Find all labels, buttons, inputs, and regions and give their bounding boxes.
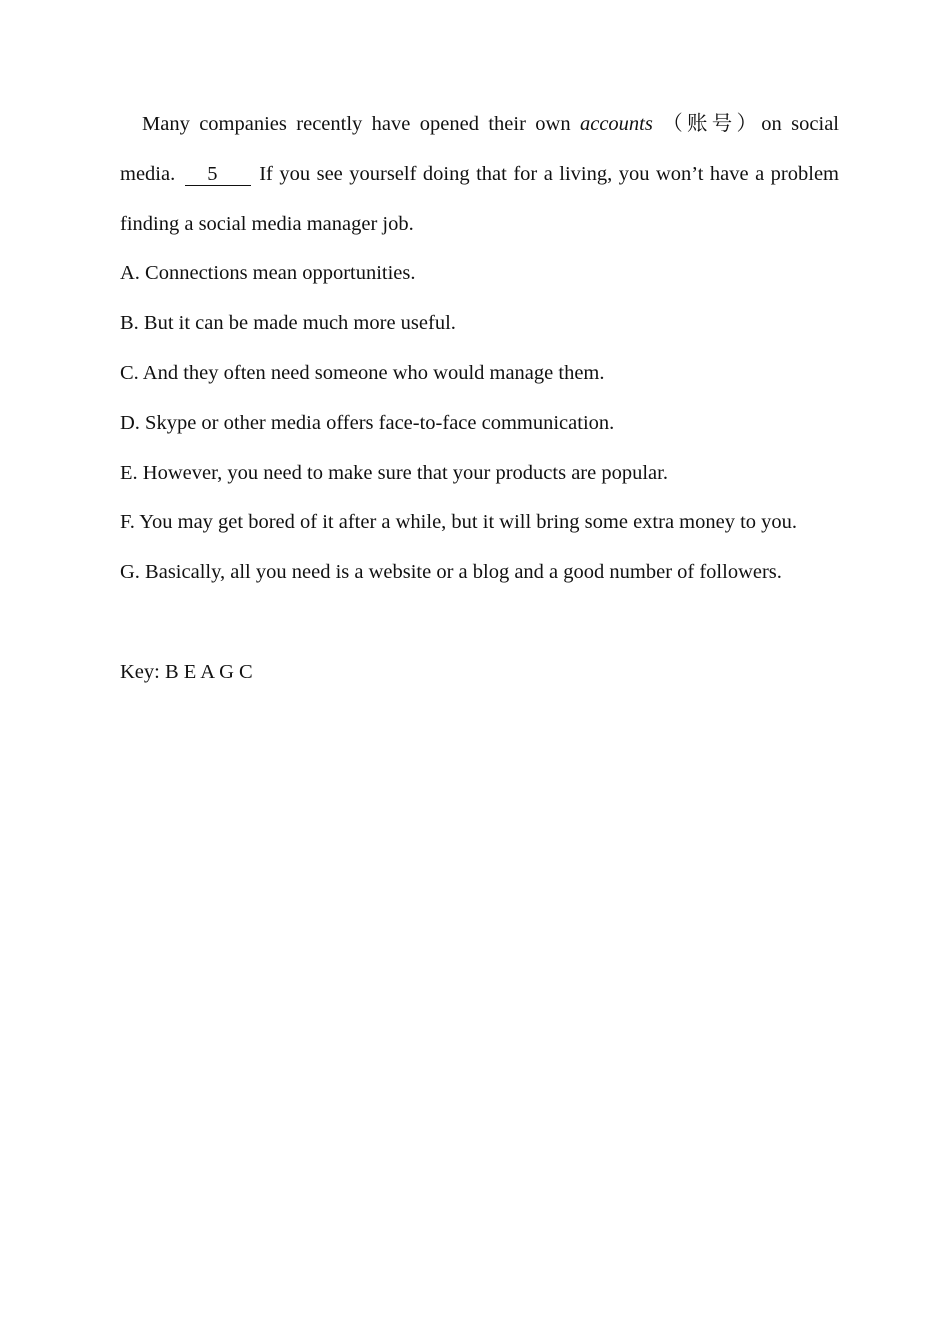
option-e: E. However, you need to make sure that your products are popular.	[120, 461, 668, 484]
passage-gloss: （账号）on social media.	[120, 113, 839, 185]
option-f: F. You may get bored of it after a while, but it will bring some extra money to you.	[120, 511, 798, 534]
answer-key: Key: B E A G C	[120, 660, 253, 683]
option-c: C. And they often need someone who would manage them.	[120, 361, 605, 384]
blank-number: 5	[185, 163, 251, 186]
document-page	[120, 100, 839, 698]
option-d: D. Skype or other media offers face-to-face communication.	[120, 411, 615, 434]
passage-intro: Many companies recently have opened their own	[142, 113, 580, 135]
passage-italic-word: accounts	[579, 113, 653, 135]
passage-paragraph	[120, 100, 839, 249]
option-b: B. But it can be made much more useful.	[120, 312, 456, 335]
option-g: G. Basically, all you need is a website or a blog and a good number of followers.	[120, 561, 782, 584]
spacer	[120, 598, 839, 648]
option-a: A. Connections mean opportunities.	[120, 262, 416, 285]
passage-rest: If you see yourself doing that for a living, you won’t have a problem finding a social media manager job.	[120, 162, 839, 235]
